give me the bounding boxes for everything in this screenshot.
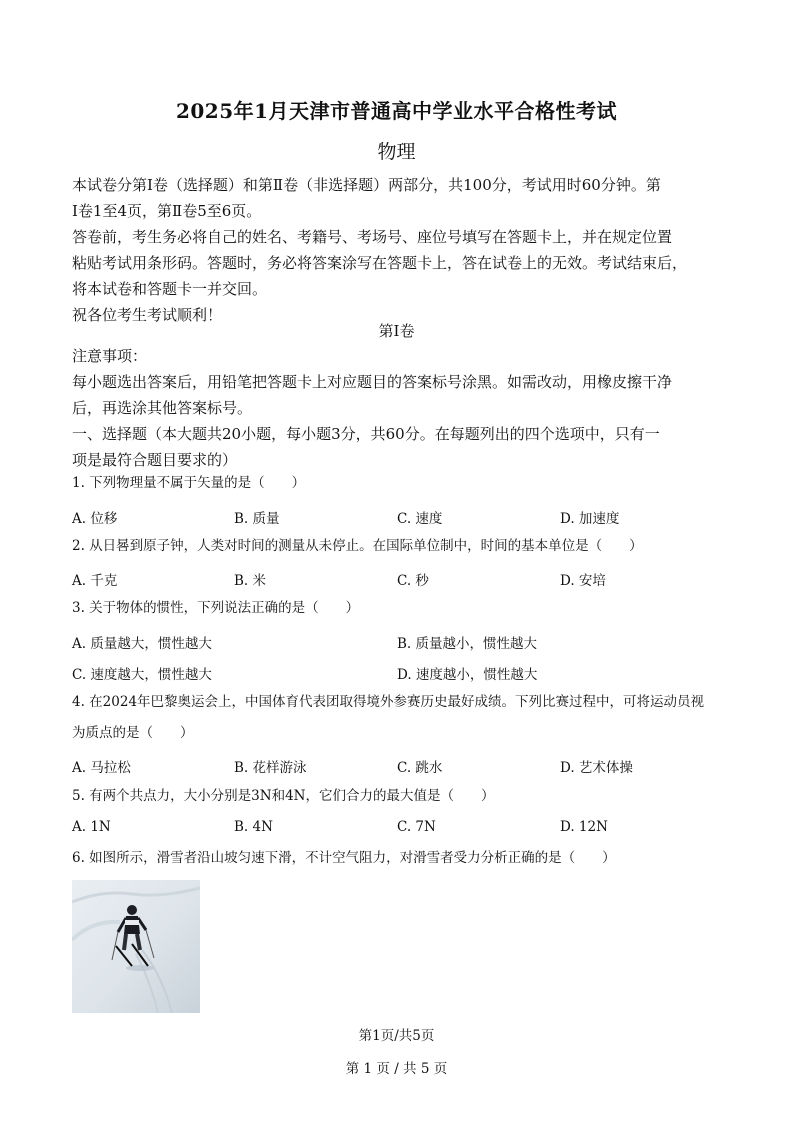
notice-block	[72, 343, 724, 473]
notice-title: 注意事项：	[72, 347, 148, 365]
option-c[interactable]: C. 7N	[397, 819, 436, 835]
option-b[interactable]: B. 4N	[234, 819, 273, 835]
part-one-heading: 第Ⅰ卷	[378, 322, 415, 340]
option-a[interactable]: A. 1N	[72, 819, 111, 835]
instruction-line: 将本试卷和答题卡一并交回。	[72, 280, 268, 298]
question-4-options	[72, 756, 724, 780]
question-3-options-row2	[72, 663, 724, 687]
option-a[interactable]: A. 质量越大，惯性越大	[72, 636, 212, 652]
question-1-options	[72, 507, 724, 531]
question-3-stem: 3. 关于物体的惯性，下列说法正确的是（ ）	[72, 600, 360, 616]
option-d[interactable]: D. 安培	[560, 573, 606, 589]
instruction-line: Ⅰ卷1至4页，第Ⅱ卷5至6页。	[72, 202, 262, 220]
exam-title: 2025年1月天津市普通高中学业水平合格性考试	[175, 99, 618, 123]
option-c[interactable]: C. 速度	[397, 511, 443, 527]
exam-instructions	[72, 172, 724, 328]
section-instruction: 项是最符合题目要求的）	[72, 451, 238, 469]
option-b[interactable]: B. 米	[234, 573, 267, 589]
question-4-stem-line1: 4. 在2024年巴黎奥运会上，中国体育代表团取得境外参赛历史最好成绩。下列比赛过程中，可将运动员视	[72, 694, 705, 710]
skier-photo	[72, 880, 200, 1013]
option-c[interactable]: C. 秒	[397, 573, 429, 589]
option-b[interactable]: B. 质量越小，惯性越大	[397, 636, 538, 652]
question-6-stem: 6. 如图所示，滑雪者沿山坡匀速下滑，不计空气阻力，对滑雪者受力分析正确的是（ ）	[72, 850, 616, 866]
option-b[interactable]: B. 花样游泳	[234, 760, 307, 776]
option-a[interactable]: A. 千克	[72, 573, 118, 589]
option-d[interactable]: D. 艺术体操	[560, 760, 633, 776]
subject-heading: 物理	[377, 141, 416, 163]
question-2-stem: 2. 从日晷到原子钟，人类对时间的测量从未停止。在国际单位制中，时间的基本单位是（ ）	[72, 538, 643, 554]
notice-line: 每小题选出答案后，用铅笔把答题卡上对应题目的答案标号涂黑。如需改动，用橡皮擦干净	[72, 373, 673, 391]
page-number-inner: 第1页/共5页	[358, 1028, 435, 1044]
instruction-line: 祝各位考生考试顺利！	[72, 306, 223, 324]
option-d[interactable]: D. 加速度	[560, 511, 620, 527]
option-d[interactable]: D. 12N	[560, 819, 608, 835]
instruction-line: 粘贴考试用条形码。答题时，务必将答案涂写在答题卡上，答在试卷上的无效。考试结束后，	[72, 254, 688, 272]
question-3-options-row1	[72, 632, 724, 656]
option-c[interactable]: C. 速度越大，惯性越大	[72, 667, 212, 683]
page-number-outer: 第 1 页 / 共 5 页	[345, 1061, 448, 1077]
option-d[interactable]: D. 速度越小，惯性越大	[397, 667, 538, 683]
option-c[interactable]: C. 跳水	[397, 760, 443, 776]
option-a[interactable]: A. 位移	[72, 511, 118, 527]
question-4-stem-line2: 为质点的是（ ）	[72, 725, 194, 741]
option-a[interactable]: A. 马拉松	[72, 760, 131, 776]
section-instruction: 一、选择题（本大题共20小题，每小题3分，共60分。在每题列出的四个选项中，只有一	[72, 425, 660, 443]
instruction-line: 答卷前，考生务必将自己的姓名、考籍号、考场号、座位号填写在答题卡上，并在规定位置	[72, 228, 673, 246]
option-b[interactable]: B. 质量	[234, 511, 280, 527]
question-2-options	[72, 569, 724, 593]
question-1-stem: 1. 下列物理量不属于矢量的是（ ）	[72, 475, 306, 491]
question-5-options	[72, 819, 724, 843]
instruction-line: 本试卷分第Ⅰ卷（选择题）和第Ⅱ卷（非选择题）两部分，共100分，考试用时60分钟。第	[72, 176, 661, 194]
question-5-stem: 5. 有两个共点力，大小分别是3N和4N，它们合力的最大值是（ ）	[72, 788, 495, 804]
notice-line: 后，再选涂其他答案标号。	[72, 399, 253, 417]
